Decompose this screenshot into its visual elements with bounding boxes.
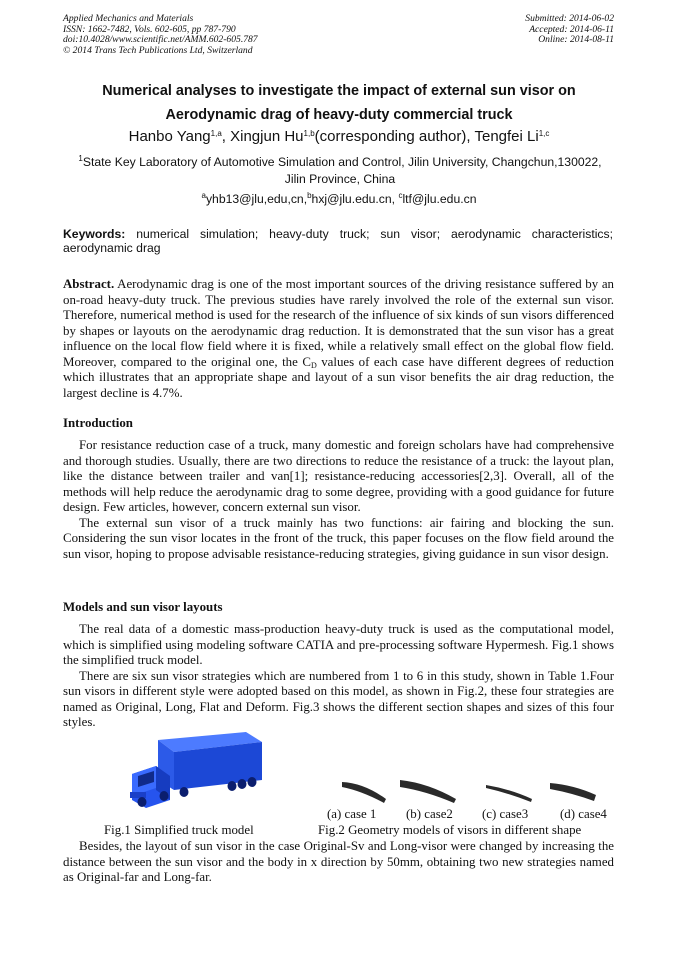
introduction-heading: Introduction	[63, 416, 133, 430]
email-link[interactable]: hxj@jlu.edu.cn,	[311, 192, 396, 206]
introduction-body	[63, 438, 614, 562]
paragraph: Besides, the layout of sun visor in the case Original-Sv and Long-visor were changed by increasing the distance between the sun visor and the body in x direction by 50mm, obtaining two new strategies named as Original-far and Long-far.	[63, 839, 614, 884]
abstract-text-cont: values of each case have different degrees of reduction which illustrates that an appropriate shape and layout of a sun visor benefits the air drag reduction, the largest decline is 4.7%.	[63, 354, 614, 400]
models-heading: Models and sun visor layouts	[63, 600, 223, 614]
affiliation-line-1: State Key Laboratory of Automotive Simulation and Control, Jilin University, Changchun,130022,	[82, 155, 602, 169]
abstract-subscript: D	[310, 360, 317, 370]
author-sup: 1,a	[210, 129, 222, 138]
submission-dates	[525, 14, 614, 46]
models-body-continued	[63, 839, 614, 886]
models-body	[63, 622, 614, 731]
author-sup: 1,b	[303, 129, 315, 138]
visor-case-2-figure	[398, 777, 458, 803]
visor-case-1-figure	[340, 777, 390, 803]
journal-doi: doi:10.4028/www.scientific.net/AMM.602-605.787	[63, 34, 258, 46]
title-line-2: Aerodynamic drag of heavy-duty commercial truck	[165, 107, 513, 123]
paragraph: The external sun visor of a truck mainly has two functions: air fairing and blocking the sun. Considering the sun visor locates in the front of the truck, this paper focuses on the flow field around the sun visor, hoping to propose advisable resistance-reducing strategies, giving guidance in sun visor design.	[63, 515, 614, 561]
abstract-text: Aerodynamic drag is one of the most important sources of the driving resistance suffered by an on-road heavy-duty truck. The previous studies have rarely involved the role of the external sun visor. Therefore, numerical method is used for the research of the influence of six kinds of sun visors differenced by shapes or layouts on the aerodynamic drag reduction. It is demonstrated that the sun visor has a great influence on the local flow field where it is fixed, while a relatively small effect on the global flow field. Moreover, compared to the original one, the C	[63, 277, 615, 369]
case-label-2: (b) case2	[406, 807, 453, 821]
email-sup: c	[398, 191, 403, 200]
email-sup: a	[201, 191, 206, 200]
submitted-date: Submitted: 2014-06-02	[525, 13, 614, 24]
journal-name: Applied Mechanics and Materials	[63, 13, 194, 24]
author-emails	[40, 192, 638, 206]
keywords-text: numerical simulation; heavy-duty truck; sun visor; aerodynamic characteristics; aerodynamic drag	[63, 227, 613, 255]
affiliation	[60, 154, 620, 187]
author-name: Hanbo Yang	[128, 128, 211, 145]
abstract-label: Abstract.	[63, 277, 115, 291]
author-name: Tengfei Li	[474, 128, 539, 145]
case-label-4: (d) case4	[560, 807, 607, 821]
paper-title	[40, 79, 638, 127]
email-sup: b	[307, 191, 312, 200]
email-link[interactable]: ltf@jlu.edu.cn	[402, 192, 477, 206]
case-label-1: (a) case 1	[327, 807, 377, 821]
keywords	[63, 228, 613, 255]
keywords-label: Keywords:	[63, 227, 126, 241]
abstract	[63, 277, 614, 401]
email-link[interactable]: yhb13@jlu,edu,cn,	[205, 192, 308, 206]
title-line-1: Numerical analyses to investigate the impact of external sun visor on	[102, 83, 576, 99]
paragraph: There are six sun visor strategies which are numbered from 1 to 6 in this study, shown in Table 1.Four sun visors in different style were adopted based on this model, as shown in Fig.2, these four strategies are named as Original, Long, Flat and Deform. Fig.3 shows the different section shapes and sizes of this four styles.	[63, 668, 614, 729]
corresponding-note: (corresponding author)	[314, 128, 467, 145]
journal-info	[63, 14, 258, 56]
affiliation-line-2: Jilin Province, China	[284, 171, 396, 186]
case-label-3: (c) case3	[482, 807, 529, 821]
fig1-caption: Fig.1 Simplified truck model	[104, 823, 254, 837]
visor-case-4-figure	[548, 777, 598, 803]
accepted-date: Accepted: 2014-06-11	[529, 23, 614, 35]
paragraph: For resistance reduction case of a truck, many domestic and foreign scholars have had comprehensive and thorough studies. Usually, there are two directions to reduce the resistance of a truck: the layout plan, like the distance between trailer and van[1]; resistance-reducing accessories[2,3]. Overall, all of the methods will help reduce the aerodynamic drag to some degree, providing with a good guidance for future design. Few articles, however, concern external sun visor.	[63, 438, 614, 514]
affiliation-sup: 1	[78, 154, 83, 163]
visor-case-3-figure	[484, 777, 534, 803]
author-list: Hanbo Yang$^{1,a}$, Xingjun Hu$^{1,b}$(corresponding author), Tengfei Li$^{1,c}$	[128, 128, 550, 145]
online-date: Online: 2014-08-11	[538, 34, 614, 46]
journal-issn: ISSN: 1662-7482, Vols. 602-605, pp 787-790	[63, 23, 236, 35]
truck-model-figure	[128, 730, 263, 808]
author-sup: 1,c	[538, 129, 550, 138]
fig2-caption: Fig.2 Geometry models of visors in different shape	[318, 823, 582, 837]
author-name: Xingjun Hu	[230, 128, 304, 145]
journal-copyright: © 2014 Trans Tech Publications Ltd, Switzerland	[63, 44, 253, 56]
paragraph: The real data of a domestic mass-production heavy-duty truck is used as the computational model, which is simplified using modeling software CATIA and pre-processing software Hypermesh. Fig.1 shows the simplified truck model.	[63, 622, 614, 667]
